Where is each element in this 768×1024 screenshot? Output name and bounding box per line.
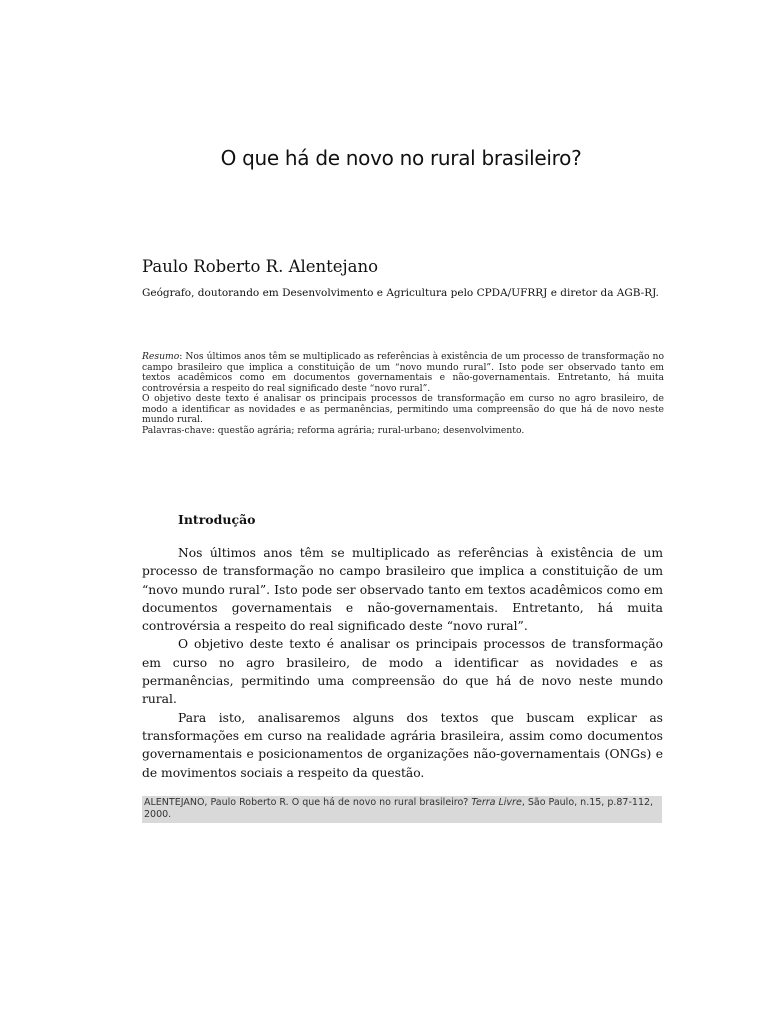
- body-paragraph: Nos últimos anos têm se multiplicado as referências à existência de um processo de transformação no campo brasileiro que implica a constituição de um “novo mundo rural”. Isto pode ser observado tanto em textos acadêmicos como em documentos governamentais e não-governamentais. Entretanto, há muita controvérsia a respeito do real significado deste “novo rural”.: [142, 546, 663, 634]
- abstract-label: Resumo: [142, 351, 180, 362]
- abstract-keywords: Palavras-chave: questão agrária; reforma agrária; rural-urbano; desenvolvimento.: [142, 424, 525, 436]
- citation-journal: Terra Livre: [471, 797, 522, 808]
- paper-title: O que há de novo no rural brasileiro?: [220, 146, 582, 170]
- author-name: Paulo Roberto R. Alentejano: [142, 257, 379, 276]
- body-paragraph: Para isto, analisaremos alguns dos textos que buscam explicar as transformações em curso na realidade agrária brasileira, assim como documentos governamentais e posicionamentos de organizações não-governamentais (ONGs) e de movimentos sociais a respeito da questão.: [142, 710, 663, 780]
- citation-suffix: , São Paulo, n.15, p.87-112, 2000.: [144, 797, 654, 820]
- author-affiliation: Geógrafo, doutorando em Desenvolvimento e Agricultura pelo CPDA/UFRRJ e diretor da AGB-RJ.: [142, 287, 659, 299]
- abstract-objective: O objetivo deste texto é analisar os principais processos de transformação em curso no agro brasileiro, de modo a identificar as novidades e as permanências, permitindo uma compreensão do que há de novo neste mundo rural.: [142, 393, 664, 425]
- section-heading-introduction: Introdução: [178, 512, 256, 527]
- abstract-block: [142, 352, 664, 436]
- body-paragraph: O objetivo deste texto é analisar os principais processos de transformação em curso no agro brasileiro, de modo a identificar as novidades e as permanências, permitindo uma compreensão do que há de novo neste mundo rural.: [142, 637, 663, 707]
- citation-prefix: ALENTEJANO, Paulo Roberto R. O que há de novo no rural brasileiro?: [144, 797, 472, 808]
- introduction-body: [142, 544, 663, 782]
- citation-box: [142, 796, 662, 823]
- abstract-text: : Nos últimos anos têm se multiplicado as referências à existência de um processo de transformação no campo brasileiro que implica a constituição de um “novo mundo rural”. Isto pode ser observado tanto em textos acadêmicos como em documentos governamentais e não-governamentais. Entretanto, há muita controvérsia a respeito do real significado deste “novo rural”.: [142, 351, 664, 394]
- abstract-summary: [142, 352, 664, 394]
